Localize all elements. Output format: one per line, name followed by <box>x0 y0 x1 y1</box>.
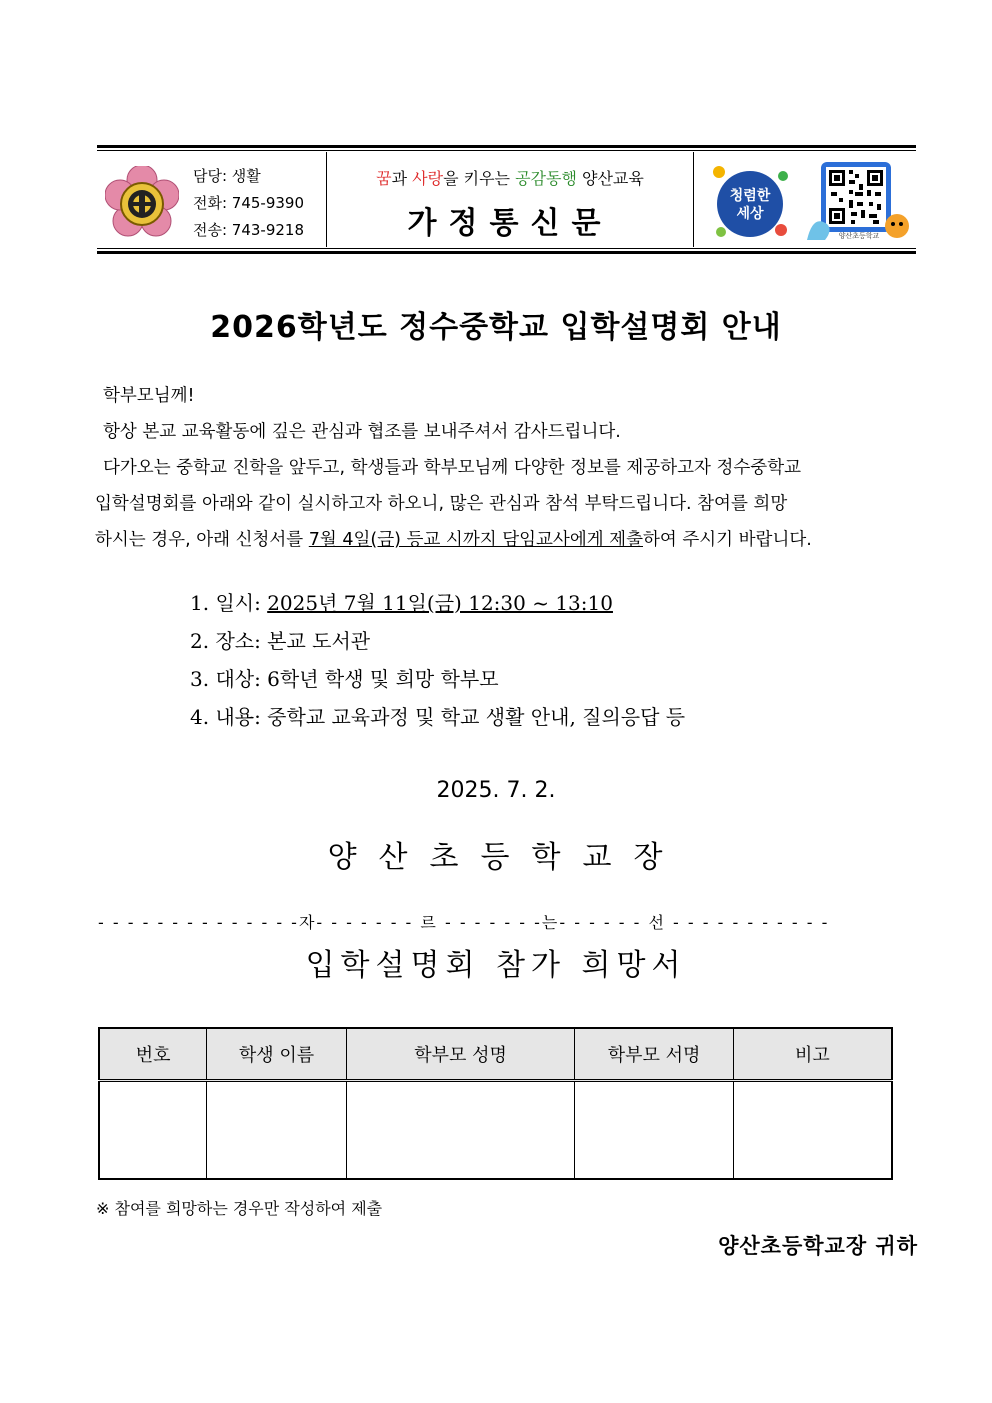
svg-text:세상: 세상 <box>736 206 764 222</box>
table-row <box>99 1081 892 1180</box>
body-line-2: 다가오는 중학교 진학을 앞두고, 학생들과 학부모님께 다양한 정보를 제공하고자 정수중학교 <box>103 458 802 478</box>
school-mascot-icon <box>803 210 913 244</box>
page-title: 2026학년도 정수중학교 입학설명회 안내 <box>210 310 782 345</box>
submission-deadline: 7월 4일(금) 등교 시까지 담임교사에게 제출 <box>308 530 643 550</box>
slogan-word-love: 사랑 <box>412 169 444 188</box>
slogan-text: 을 키우는 <box>443 169 516 188</box>
letter-body <box>95 378 915 558</box>
student-name-cell[interactable] <box>207 1081 347 1180</box>
number-cell[interactable] <box>99 1081 207 1180</box>
slogan-text: 과 <box>391 169 413 188</box>
body-line-3: 입학설명회를 아래와 같이 실시하고자 하오니, 많은 관심과 참석 부탁드립니다. 참여를 희망 <box>95 494 788 514</box>
column-header-number: 번호 <box>99 1028 207 1081</box>
slogan-word-dream: 꿈 <box>376 169 392 188</box>
school-emblem-icon <box>105 166 179 240</box>
letterhead-title-cell <box>326 152 694 247</box>
table-header-row <box>99 1028 892 1081</box>
letterhead <box>97 145 916 254</box>
column-header-parent-name: 학부모 성명 <box>346 1028 574 1081</box>
education-slogan <box>327 166 693 189</box>
event-date-value: 2025년 7월 11일(금) 12:30 ~ 13:10 <box>267 591 613 615</box>
integrity-logo-icon <box>707 160 793 246</box>
event-content-item: 4. 내용: 중학교 교육과정 및 학교 생활 안내, 질의응답 등 <box>190 705 686 729</box>
event-target-item: 3. 대상: 6학년 학생 및 희망 학부모 <box>190 667 499 691</box>
newsletter-title: 가정통신문 <box>407 206 613 241</box>
application-table <box>98 1027 893 1180</box>
body-line-4 <box>95 522 915 558</box>
application-form-title: 입학설명회 참가 희망서 <box>305 948 687 983</box>
body-line-4-text: 하여 주시기 바랍니다. <box>643 530 812 550</box>
principal-signature: 양산초등학교장 <box>327 840 685 875</box>
logo-text: 청렴한 <box>729 188 771 204</box>
parent-name-cell[interactable] <box>346 1081 574 1180</box>
column-header-student-name: 학생 이름 <box>207 1028 347 1081</box>
contact-info <box>193 163 304 244</box>
event-date-label: 1. 일시: <box>190 591 268 615</box>
remarks-cell[interactable] <box>733 1081 892 1180</box>
event-details <box>190 584 685 736</box>
form-note: ※ 참여를 희망하는 경우만 작성하여 제출 <box>96 1199 383 1218</box>
issue-date: 2025. 7. 2. <box>436 778 556 803</box>
body-line-1: 항상 본교 교육활동에 깊은 관심과 협조를 보내주셔서 감사드립니다. <box>103 422 621 442</box>
contact-phone: 전화: 745-9390 <box>193 194 305 212</box>
cut-line: - - - - - - - - - - - - - -자- - - - - - - 르 - - - - - - -는- - - - - - 선 - - - - - - - - - - - <box>98 913 830 932</box>
column-header-remarks: 비고 <box>733 1028 892 1081</box>
column-header-parent-signature: 학부모 서명 <box>575 1028 734 1081</box>
slogan-word-empathy: 공감동행 <box>515 169 577 188</box>
contact-fax: 전송: 743-9218 <box>193 221 305 239</box>
addressee: 양산초등학교장 귀하 <box>718 1234 918 1258</box>
body-line-4-text: 하시는 경우, 아래 신청서를 <box>95 530 309 550</box>
parent-signature-cell[interactable] <box>575 1081 734 1180</box>
slogan-text: 양산교육 <box>576 169 644 188</box>
letterhead-contact-cell <box>97 152 326 247</box>
greeting: 학부모님께! <box>103 386 195 406</box>
letterhead-logo-cell <box>693 152 916 247</box>
mascot-label: 양산초등학교 <box>838 232 880 240</box>
event-date-item <box>190 584 685 622</box>
contact-manager: 담당: 생활 <box>193 167 261 185</box>
event-place-item: 2. 장소: 본교 도서관 <box>190 629 371 653</box>
